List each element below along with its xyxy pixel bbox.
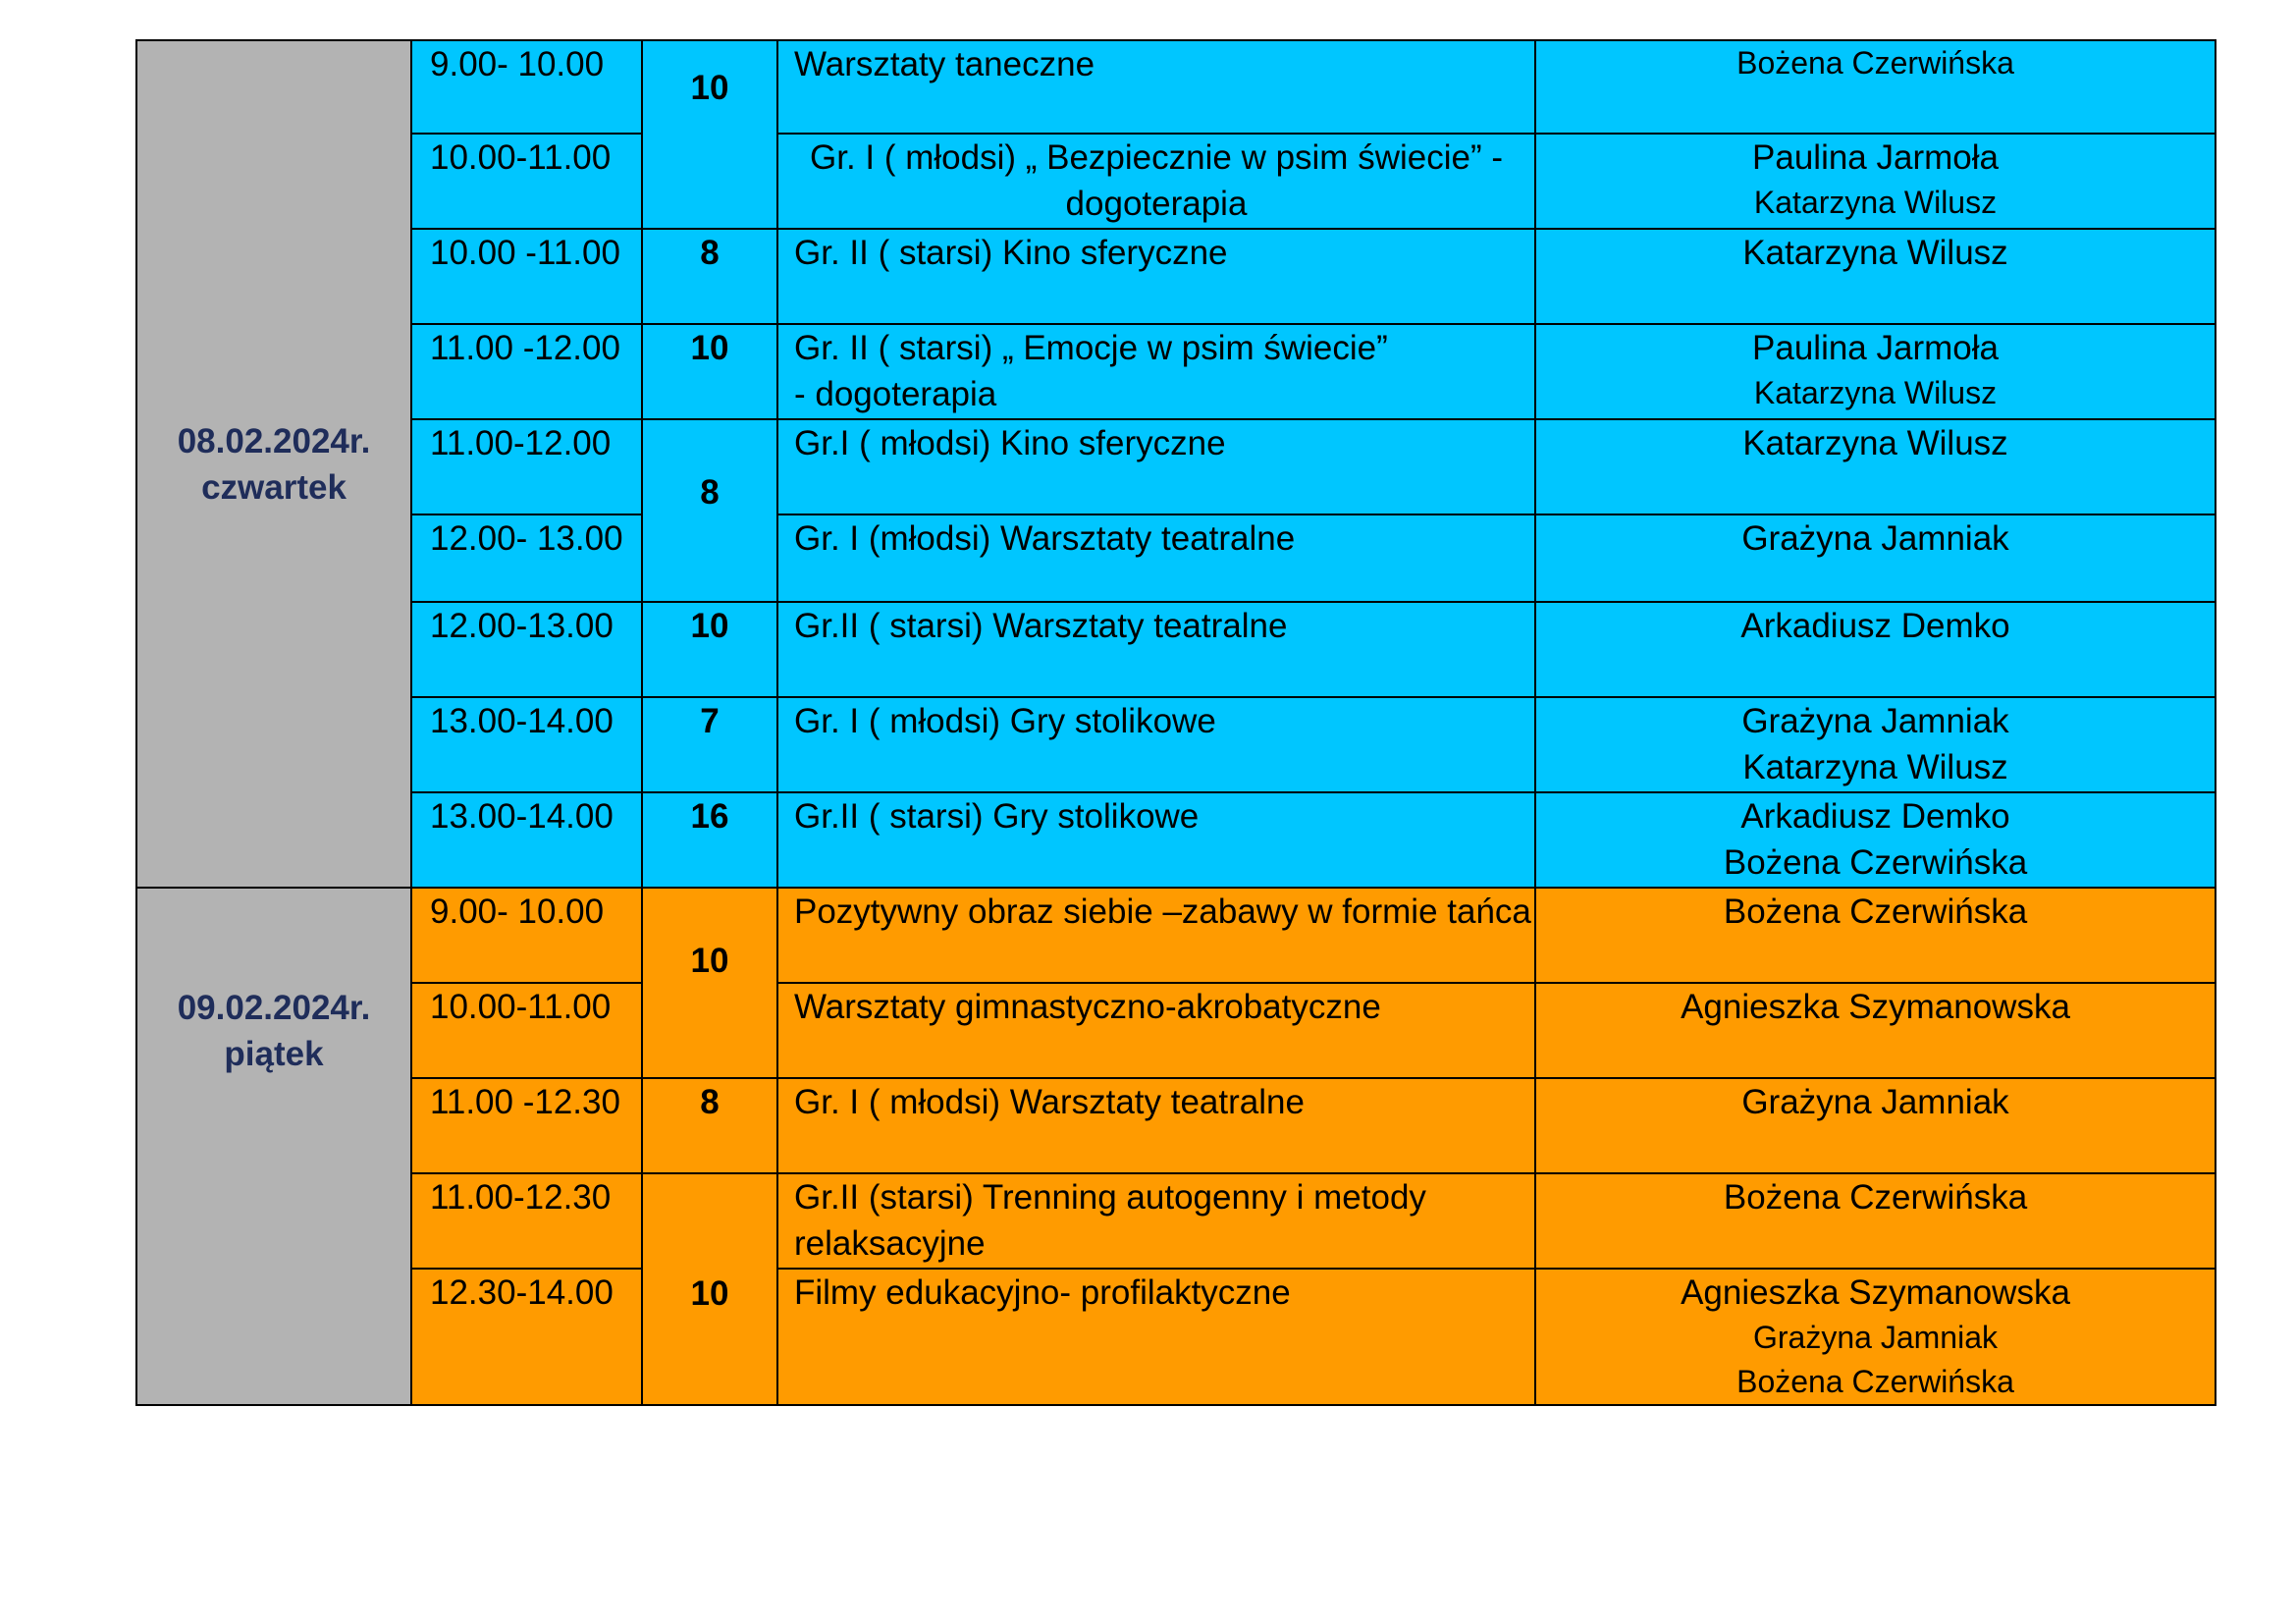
activity-cell: Gr.II ( starsi) Warsztaty teatralne — [777, 602, 1535, 697]
activity-cell: Gr. I ( młodsi) „ Bezpiecznie w psim świecie” - dogoterapia — [777, 134, 1535, 229]
activity-cell: Pozytywny obraz siebie –zabawy w formie tańca — [777, 888, 1535, 983]
day-date: 09.02.2024r. — [177, 989, 371, 1027]
time-cell: 12.00- 13.00 — [411, 514, 642, 602]
time-cell: 12.00-13.00 — [411, 602, 642, 697]
participants-cell: 10 — [642, 888, 777, 1078]
day-weekday: piątek — [224, 1035, 324, 1073]
time-cell: 10.00-11.00 — [411, 134, 642, 229]
participants-cell: 8 — [642, 419, 777, 602]
day-weekday: czwartek — [201, 467, 347, 507]
activity-cell: Gr.II (starsi) Trenning autogenny i metody relaksacyjne — [777, 1173, 1535, 1269]
table-row — [136, 602, 2216, 697]
instructor-name: Bożena Czerwińska — [1736, 45, 2014, 81]
instructor-cell — [1535, 792, 2216, 888]
activity-cell: Warsztaty taneczne — [777, 40, 1535, 134]
instructor-cell — [1535, 1078, 2216, 1173]
instructor-name: Grażyna Jamniak — [1741, 1083, 2009, 1121]
instructor-name: Katarzyna Wilusz — [1753, 185, 1998, 220]
instructor-name: Agnieszka Szymanowska — [1681, 1273, 2070, 1312]
activity-cell: Gr. I (młodsi) Warsztaty teatralne — [777, 514, 1535, 602]
activity-line: - dogoterapia — [794, 375, 997, 413]
participants-cell: 8 — [642, 229, 777, 324]
table-row — [136, 697, 2216, 792]
table-row — [136, 514, 2216, 602]
participants-cell: 10 — [642, 324, 777, 419]
instructor-name: Agnieszka Szymanowska — [1681, 988, 2070, 1026]
time-cell: 13.00-14.00 — [411, 792, 642, 888]
time-cell: 11.00-12.00 — [411, 419, 642, 514]
table-row — [136, 229, 2216, 324]
instructor-name: Paulina Jarmoła — [1752, 329, 1999, 367]
time-cell: 10.00 -11.00 — [411, 229, 642, 324]
activity-cell: Gr. II ( starsi) Kino sferyczne — [777, 229, 1535, 324]
table-row — [136, 983, 2216, 1078]
activity-cell: Gr.I ( młodsi) Kino sferyczne — [777, 419, 1535, 514]
table-row — [136, 40, 2216, 134]
instructor-name: Bożena Czerwińska — [1723, 1178, 2028, 1217]
time-cell: 11.00 -12.00 — [411, 324, 642, 419]
instructor-name: Arkadiusz Demko — [1740, 607, 2010, 645]
instructor-cell — [1535, 324, 2216, 419]
table-row — [136, 134, 2216, 229]
table-row — [136, 324, 2216, 419]
instructor-cell — [1535, 1173, 2216, 1269]
instructor-cell — [1535, 229, 2216, 324]
instructor-cell — [1535, 602, 2216, 697]
activity-cell: Warsztaty gimnastyczno-akrobatyczne — [777, 983, 1535, 1078]
activity-cell: Gr. I ( młodsi) Warsztaty teatralne — [777, 1078, 1535, 1173]
instructor-name: Katarzyna Wilusz — [1742, 234, 2008, 272]
time-cell: 9.00- 10.00 — [411, 40, 642, 134]
schedule-table — [135, 39, 2216, 1406]
activity-cell: Gr. I ( młodsi) Gry stolikowe — [777, 697, 1535, 792]
instructor-name: Grażyna Jamniak — [1741, 519, 2009, 558]
participants-cell: 7 — [642, 697, 777, 792]
day-label-cell — [136, 40, 411, 888]
instructor-name: Katarzyna Wilusz — [1753, 375, 1998, 410]
instructor-name: Bożena Czerwińska — [1723, 893, 2028, 931]
time-cell: 9.00- 10.00 — [411, 888, 642, 983]
participants-cell: 16 — [642, 792, 777, 888]
instructor-cell — [1535, 40, 2216, 134]
time-cell: 10.00-11.00 — [411, 983, 642, 1078]
table-row — [136, 1173, 2216, 1269]
table-row — [136, 792, 2216, 888]
instructor-cell — [1535, 1269, 2216, 1405]
activity-cell: Filmy edukacyjno- profilaktyczne — [777, 1269, 1535, 1405]
time-cell: 12.30-14.00 — [411, 1269, 642, 1405]
instructor-cell — [1535, 983, 2216, 1078]
instructor-cell — [1535, 419, 2216, 514]
participants-cell: 10 — [642, 1173, 777, 1405]
activity-line: Gr. II ( starsi) „ Emocje w psim świecie” — [794, 329, 1388, 367]
instructor-name: Katarzyna Wilusz — [1742, 748, 2008, 786]
table-row — [136, 419, 2216, 514]
instructor-name: Paulina Jarmoła — [1752, 138, 1999, 177]
instructor-cell — [1535, 514, 2216, 602]
instructor-name: Katarzyna Wilusz — [1742, 424, 2008, 462]
activity-cell: Gr.II ( starsi) Gry stolikowe — [777, 792, 1535, 888]
instructor-name: Arkadiusz Demko — [1740, 797, 2010, 836]
time-cell: 11.00 -12.30 — [411, 1078, 642, 1173]
time-cell: 11.00-12.30 — [411, 1173, 642, 1269]
instructor-name: Bożena Czerwińska — [1723, 843, 2028, 882]
instructor-name: Grażyna Jamniak — [1753, 1320, 1998, 1355]
instructor-cell — [1535, 697, 2216, 792]
time-cell: 13.00-14.00 — [411, 697, 642, 792]
day-label-cell — [136, 888, 411, 1405]
participants-cell: 10 — [642, 40, 777, 229]
participants-cell: 8 — [642, 1078, 777, 1173]
participants-cell: 10 — [642, 602, 777, 697]
instructor-cell — [1535, 134, 2216, 229]
instructor-name: Grażyna Jamniak — [1741, 702, 2009, 740]
day-date: 08.02.2024r. — [177, 421, 371, 460]
activity-cell — [777, 324, 1535, 419]
instructor-name: Bożena Czerwińska — [1736, 1364, 2014, 1399]
instructor-cell — [1535, 888, 2216, 983]
table-row — [136, 1078, 2216, 1173]
table-row — [136, 888, 2216, 983]
table-row — [136, 1269, 2216, 1405]
